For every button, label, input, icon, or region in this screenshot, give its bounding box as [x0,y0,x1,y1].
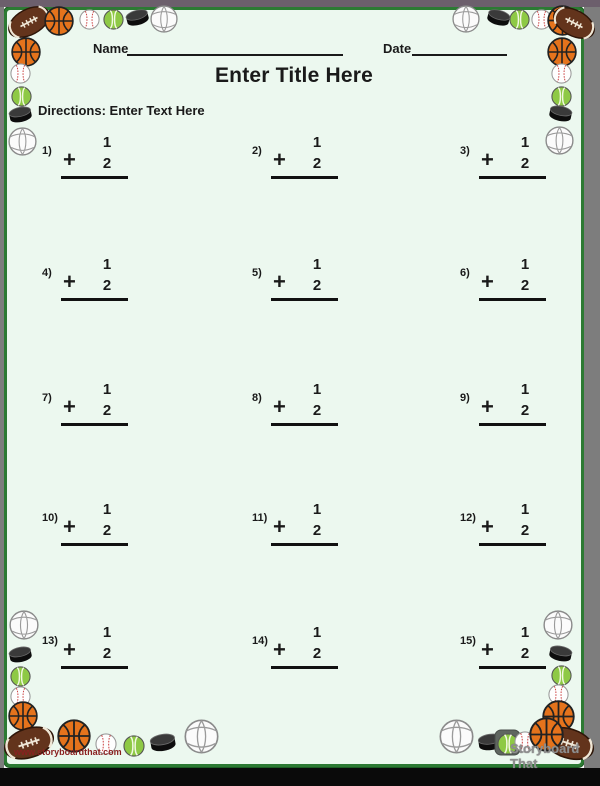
name-line[interactable] [127,54,343,56]
problem-number: 14) [252,635,268,647]
addition-problem [40,503,150,563]
top-operand: 1 [102,134,112,151]
problem-number: 9) [460,392,470,404]
bottom-operand: 2 [520,402,530,419]
addition-problem [40,626,150,686]
bottom-operand: 2 [102,155,112,172]
top-operand: 1 [102,624,112,641]
bottom-operand: 2 [312,645,322,662]
directions-row [38,103,205,118]
answer-line [271,176,338,179]
date-line[interactable] [412,54,507,56]
top-operand: 1 [520,256,530,273]
problem-number: 2) [252,145,262,157]
answer-line [61,543,128,546]
top-operand: 1 [312,134,322,151]
watermark-url: www.storyboardthat.com [14,747,122,757]
plus-operator-icon: + [63,637,76,662]
addition-problem [250,503,360,563]
answer-line [61,666,128,669]
plus-operator-icon: + [481,637,494,662]
bottom-operand: 2 [312,522,322,539]
problem-number: 11) [252,512,268,524]
worksheet-title[interactable]: Enter Title Here [214,64,374,87]
plus-operator-icon: + [63,269,76,294]
problem-number: 15) [460,635,476,647]
plus-operator-icon: + [273,394,286,419]
bottom-operand: 2 [312,402,322,419]
plus-operator-icon: + [481,394,494,419]
date-label: Date [383,41,412,56]
problem-number: 5) [252,267,262,279]
addition-problem [250,383,360,443]
bottom-operand: 2 [102,402,112,419]
addition-problem [40,258,150,318]
problem-number: 13) [42,635,58,647]
bottom-operand: 2 [520,645,530,662]
top-operand: 1 [520,624,530,641]
top-operand: 1 [312,501,322,518]
answer-line [61,423,128,426]
top-operand: 1 [520,381,530,398]
addition-problem [458,503,568,563]
addition-problem [40,136,150,196]
bottom-operand: 2 [312,155,322,172]
answer-line [479,543,546,546]
plus-operator-icon: + [273,269,286,294]
answer-line [479,298,546,301]
bottom-operand: 2 [520,522,530,539]
problem-number: 1) [42,145,52,157]
problem-number: 12) [460,512,476,524]
top-operand: 1 [312,256,322,273]
problem-number: 8) [252,392,262,404]
bottom-operand: 2 [312,277,322,294]
top-operand: 1 [102,501,112,518]
bottom-operand: 2 [102,645,112,662]
answer-line [271,298,338,301]
plus-operator-icon: + [273,147,286,172]
problem-number: 6) [460,267,470,279]
addition-problem [250,626,360,686]
addition-problem [458,136,568,196]
answer-line [271,666,338,669]
addition-problem [458,626,568,686]
plus-operator-icon: + [481,269,494,294]
top-operand: 1 [102,256,112,273]
bottom-operand: 2 [520,277,530,294]
answer-line [271,423,338,426]
addition-problem [40,383,150,443]
top-operand: 1 [312,381,322,398]
plus-operator-icon: + [63,147,76,172]
answer-line [271,543,338,546]
plus-operator-icon: + [63,394,76,419]
answer-line [479,423,546,426]
addition-problem [250,136,360,196]
plus-operator-icon: + [273,637,286,662]
directions-text[interactable]: Enter Text Here [109,103,205,118]
addition-problem [458,383,568,443]
plus-operator-icon: + [481,514,494,539]
bottom-operand: 2 [520,155,530,172]
top-operand: 1 [520,134,530,151]
problem-number: 10) [42,512,58,524]
answer-line [479,176,546,179]
directions-label: Directions: [38,103,106,118]
watermark-brand: Storyboard That [510,741,580,771]
problem-number: 7) [42,392,52,404]
problem-number: 4) [42,267,52,279]
answer-line [479,666,546,669]
answer-line [61,298,128,301]
addition-problem [458,258,568,318]
plus-operator-icon: + [481,147,494,172]
plus-operator-icon: + [63,514,76,539]
answer-line [61,176,128,179]
bottom-operand: 2 [102,522,112,539]
top-operand: 1 [312,624,322,641]
addition-problem [250,258,360,318]
problem-number: 3) [460,145,470,157]
top-operand: 1 [520,501,530,518]
name-label: Name [93,41,129,56]
top-operand: 1 [102,381,112,398]
bottom-operand: 2 [102,277,112,294]
plus-operator-icon: + [273,514,286,539]
